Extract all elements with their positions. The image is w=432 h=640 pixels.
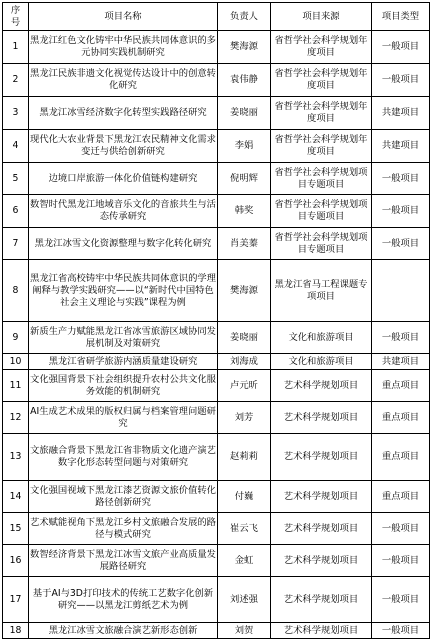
row-name: 黑龙江省研学旅游内涵质量建设研究 — [29, 354, 218, 370]
row-no: 12 — [3, 402, 29, 434]
header-no — [3, 3, 29, 31]
table-row — [3, 260, 430, 322]
table-row — [3, 130, 430, 163]
row-lead: 崔云飞 — [218, 513, 271, 545]
row-no: 8 — [3, 260, 29, 322]
row-no: 4 — [3, 130, 29, 163]
row-source: 省哲学社会科学规划项目专题项目 — [271, 163, 372, 195]
row-name: 数智时代黑龙江地域音乐文化的音旅共生与活态传承研究 — [29, 195, 218, 228]
row-lead: 刘芳 — [218, 402, 271, 434]
row-lead: 韩奖 — [218, 195, 271, 228]
row-lead: 刘贺 — [218, 623, 271, 639]
row-lead: 赵莉莉 — [218, 434, 271, 481]
row-no: 7 — [3, 228, 29, 260]
table-body — [3, 31, 430, 639]
row-name: 黑龙江民族非遗文化视觉传达设计中的创意转化研究 — [29, 64, 218, 97]
row-type: 一般项目 — [372, 163, 430, 195]
row-source: 艺术科学规划项目 — [271, 577, 372, 623]
row-source: 艺术科学规划项目 — [271, 402, 372, 434]
table-row — [3, 623, 430, 639]
table-row — [3, 195, 430, 228]
row-name: 现代化大农业背景下黑龙江农民精神文化需求变迁与供给创新研究 — [29, 130, 218, 163]
row-source: 省哲学社会科学规划年度项目 — [271, 64, 372, 97]
table-row — [3, 31, 430, 64]
project-table — [2, 2, 430, 639]
row-name: 边境口岸旅游一体化价值链构建研究 — [29, 163, 218, 195]
row-type: 共建项目 — [372, 97, 430, 130]
row-name: 文化强国背景下社会组织提升农村公共文化服务效能的机制研究 — [29, 370, 218, 402]
row-lead: 倪明辉 — [218, 163, 271, 195]
row-source: 艺术科学规划项目 — [271, 481, 372, 513]
row-name: 黑龙江冰雪文化资源整理与数字化转化研究 — [29, 228, 218, 260]
row-source: 文化和旅游项目 — [271, 354, 372, 370]
row-no: 2 — [3, 64, 29, 97]
row-no: 11 — [3, 370, 29, 402]
row-source: 省哲学社会科学规划年度项目 — [271, 31, 372, 64]
table-row — [3, 228, 430, 260]
table-row — [3, 402, 430, 434]
table-row — [3, 513, 430, 545]
table-row — [3, 64, 430, 97]
row-type: 一般项目 — [372, 228, 430, 260]
row-lead: 卢元昕 — [218, 370, 271, 402]
row-source: 艺术科学规划项目 — [271, 513, 372, 545]
row-no: 18 — [3, 623, 29, 639]
row-source: 省哲学社会科学规划年度项目 — [271, 130, 372, 163]
table-row — [3, 163, 430, 195]
row-lead: 肖美蓁 — [218, 228, 271, 260]
row-lead: 付巍 — [218, 481, 271, 513]
table-row — [3, 370, 430, 402]
table-row — [3, 481, 430, 513]
row-name: 数智经济背景下黑龙江冰雪文旅产业高质量发展路径研究 — [29, 545, 218, 577]
row-type: 重点项目 — [372, 370, 430, 402]
row-name: 艺术赋能视角下黑龙江乡村文旅融合发展的路径与模式研究 — [29, 513, 218, 545]
row-type: 一般项目 — [372, 195, 430, 228]
table-header-row — [3, 3, 430, 31]
row-source: 省哲学社会科学规划项目专题项目 — [271, 195, 372, 228]
row-no: 9 — [3, 322, 29, 354]
row-type: 一般项目 — [372, 623, 430, 639]
row-source: 省哲学社会科学规划项目专题项目 — [271, 228, 372, 260]
header-type: 项目类型 — [372, 3, 430, 31]
row-no: 10 — [3, 354, 29, 370]
row-lead: 刘述强 — [218, 577, 271, 623]
row-no: 5 — [3, 163, 29, 195]
row-no: 3 — [3, 97, 29, 130]
row-no: 17 — [3, 577, 29, 623]
row-name: 基于AI与3D打印技术的传统工艺数字化创新研究——以黑龙江剪纸艺术为例 — [29, 577, 218, 623]
row-lead: 樊海源 — [218, 31, 271, 64]
table-row — [3, 545, 430, 577]
row-type: 共建项目 — [372, 354, 430, 370]
row-no: 15 — [3, 513, 29, 545]
row-source: 艺术科学规划项目 — [271, 623, 372, 639]
row-lead: 袁伟静 — [218, 64, 271, 97]
row-type: 重点项目 — [372, 481, 430, 513]
row-type: 重点项目 — [372, 434, 430, 481]
row-name: 新质生产力赋能黑龙江省冰雪旅游区域协同发展机制及对策研究 — [29, 322, 218, 354]
row-no: 6 — [3, 195, 29, 228]
row-no: 14 — [3, 481, 29, 513]
row-lead: 姜晓丽 — [218, 97, 271, 130]
row-source: 文化和旅游项目 — [271, 322, 372, 354]
row-type — [372, 260, 430, 322]
row-type: 一般项目 — [372, 64, 430, 97]
row-source: 省哲学社会科学规划年度项目 — [271, 97, 372, 130]
row-source: 艺术科学规划项目 — [271, 434, 372, 481]
table-row — [3, 354, 430, 370]
row-no: 13 — [3, 434, 29, 481]
row-lead: 姜晓丽 — [218, 322, 271, 354]
row-lead: 金虹 — [218, 545, 271, 577]
table-row — [3, 322, 430, 354]
row-type: 一般项目 — [372, 322, 430, 354]
row-name: 黑龙江红色文化铸牢中华民族共同体意识的多元协同实践机制研究 — [29, 31, 218, 64]
row-name: 文旅融合背景下黑龙江省非物质文化遗产演艺数字化形态转型问题与对策研究 — [29, 434, 218, 481]
table-row — [3, 97, 430, 130]
row-name: 黑龙江冰雪经济数字化转型实践路径研究 — [29, 97, 218, 130]
header-lead: 负责人 — [218, 3, 271, 31]
row-lead: 刘海成 — [218, 354, 271, 370]
header-source: 项目来源 — [271, 3, 372, 31]
table-row — [3, 577, 430, 623]
row-name: 文化强国视域下黑龙江漆艺资源文旅价值转化路径创新研究 — [29, 481, 218, 513]
header-no-text: 序 号 — [10, 4, 21, 28]
header-name: 项目名称 — [29, 3, 218, 31]
row-lead: 樊海源 — [218, 260, 271, 322]
row-name: AI生成艺术成果的版权归属与档案管理问题研究 — [29, 402, 218, 434]
row-name: 黑龙江冰雪文旅融合演艺新形态创新 — [29, 623, 218, 639]
table-row — [3, 434, 430, 481]
row-lead: 李娟 — [218, 130, 271, 163]
row-type: 共建项目 — [372, 130, 430, 163]
row-type: 一般项目 — [372, 545, 430, 577]
row-name: 黑龙江省高校铸牢中华民族共同体意识的学理阐释与教学实践研究——以“新时代中国特色社会主义理论与实践”课程为例 — [29, 260, 218, 322]
row-source: 艺术科学规划项目 — [271, 370, 372, 402]
row-type: 一般项目 — [372, 513, 430, 545]
row-source: 黑龙江省马工程课题专项项目 — [271, 260, 372, 322]
row-source: 艺术科学规划项目 — [271, 545, 372, 577]
row-no: 16 — [3, 545, 29, 577]
row-type: 一般项目 — [372, 31, 430, 64]
row-type: 重点项目 — [372, 402, 430, 434]
row-type: 一般项目 — [372, 577, 430, 623]
row-no: 1 — [3, 31, 29, 64]
